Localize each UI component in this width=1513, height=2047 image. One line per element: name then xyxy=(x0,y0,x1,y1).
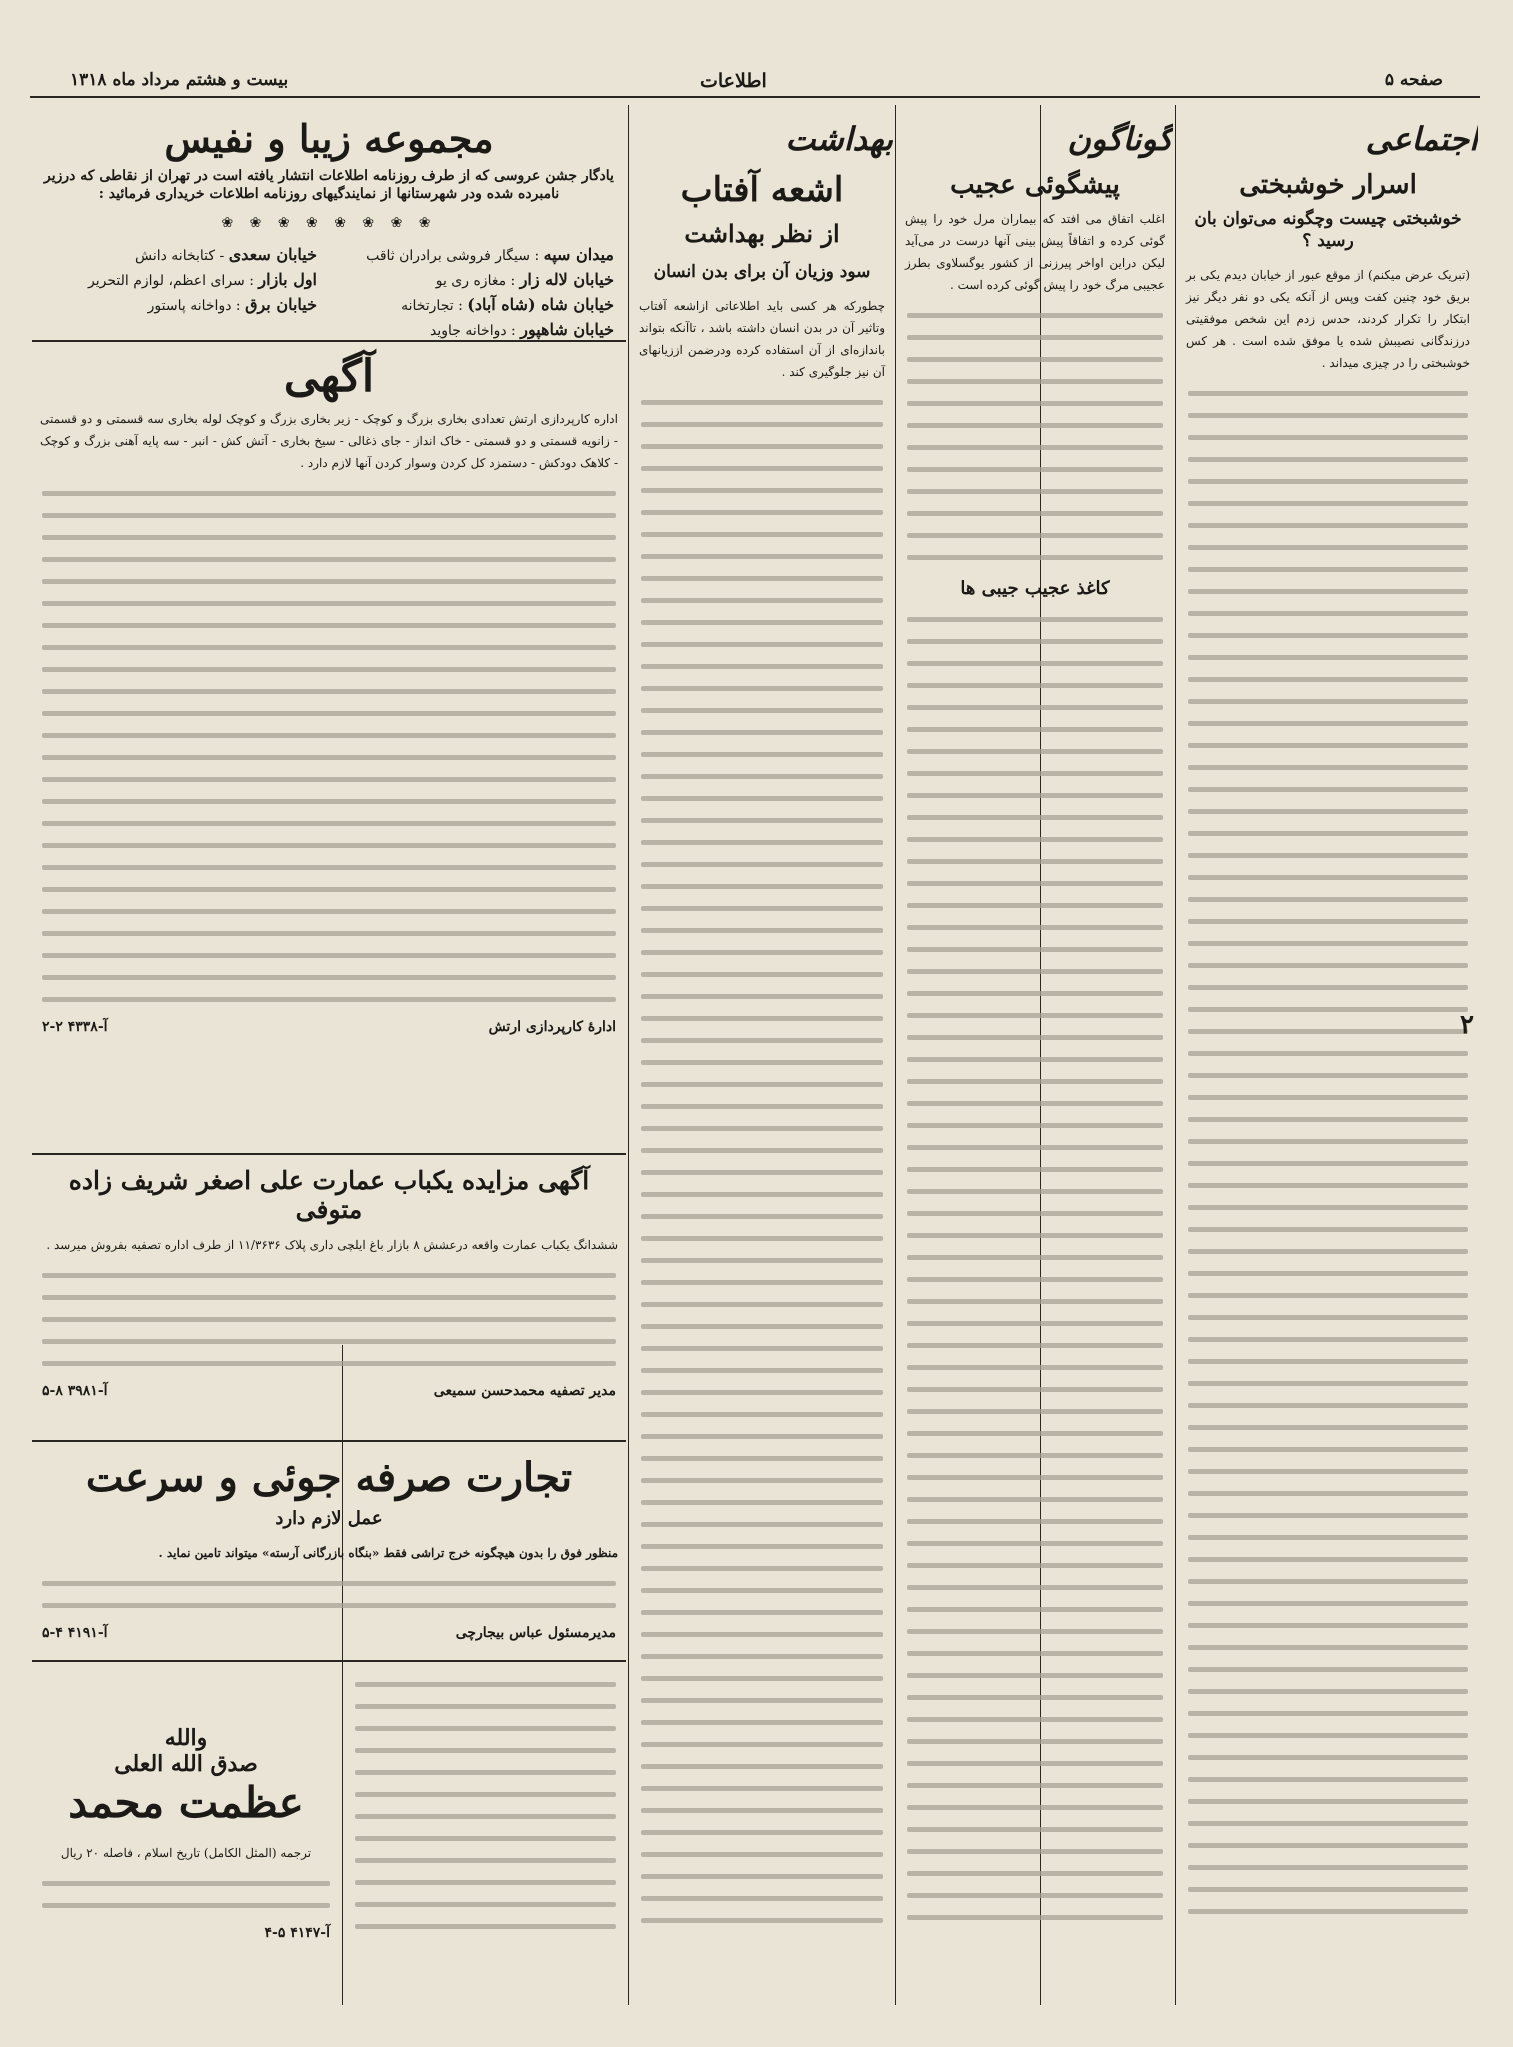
misc-body-lines-2 xyxy=(897,617,1173,1920)
social-body-lines xyxy=(1178,391,1478,1914)
calligraphy-line-1: والله xyxy=(164,1725,208,1751)
auction-signature: مدیر تصفیه محمدحسن سمیعی xyxy=(433,1383,616,1399)
auction-footer xyxy=(32,1383,626,1399)
health-subhead-1: از نظر بهداشت xyxy=(684,219,840,248)
quran-ref: آ-۴۱۴۷ ۵-۴ xyxy=(264,1925,330,1942)
column-rule xyxy=(895,105,896,2005)
auction-intro: ششدانگ یکباب عمارت واقعه درعشش ۸ بازار باغ ایلچی داری پلاک ۱۱/۳۶۳۶ از طرف اداره تصفیه بفروش میرسد . xyxy=(46,1238,618,1252)
health-continuation xyxy=(345,1665,626,2005)
notice-title: آگهی xyxy=(283,351,375,402)
auction-notice xyxy=(32,1158,626,1442)
trade-signature: مدیرمسئول عباس بیجارچی xyxy=(455,1625,616,1642)
notice-body-lines xyxy=(32,491,626,1002)
notice-ref: آ-۴۳۳۸ ۲-۲ xyxy=(42,1019,108,1035)
misc-headline: پیشگوئی عجیب xyxy=(950,170,1120,200)
trade-ref: آ-۴۱۹۱ ۴-۵ xyxy=(42,1625,108,1642)
calligraphy-line-2: صدق الله العلی xyxy=(114,1751,258,1778)
collection-title: مجموعه زیبا و نفیس xyxy=(164,116,494,161)
notice-footer xyxy=(32,1019,626,1035)
quran-body-lines xyxy=(32,1881,340,1908)
social-lead: (تبریک عرض میکنم) از موقع عبور از خیابان دیدم یکی بر بریق خود چنین کفت وپس از آنکه یکی دو نفر دیگر نیز ابتکار را تکرار کردند، حدس زدم این شخص موفقیتی درزندگانی نصیبش شده یا موفق شده است . هر کس خوشبختی را در چیزی میداند . xyxy=(1186,268,1470,371)
health-headline: اشعه آفتاب xyxy=(680,170,844,210)
social-subhead: خوشبختی چیست وچگونه می‌توان بان رسید ؟ xyxy=(1194,209,1462,252)
health-subhead-2: سود وزیان آن برای بدن انسان xyxy=(653,262,871,283)
column-rule xyxy=(628,105,629,2005)
calligraphy-line-3: عظمت محمد xyxy=(68,1777,304,1827)
location-item: خیابان شاهپور : دواخانه جاوید xyxy=(430,320,614,340)
army-notice xyxy=(32,345,626,1155)
column-rule xyxy=(342,1345,343,2005)
auction-title: آگهی مزایده یکباب عمارت علی اصغر شریف زاده متوفی xyxy=(68,1166,590,1224)
misc-subheading: کاغذ عجیب جیبی ها xyxy=(960,578,1110,599)
auction-ref: آ-۳۹۸۱ ۸-۵ xyxy=(42,1383,108,1399)
trade-title: تجارت صرفه جوئی و سرعت xyxy=(85,1454,573,1501)
column-health xyxy=(631,110,893,2010)
quran-caption: ترجمه (المثل الکامل) تاریخ اسلام ، فاصله ۲۰ ریال xyxy=(60,1846,312,1861)
misc-kicker: گوناگون xyxy=(1067,120,1173,158)
health-lead: چطورکه هر کسی باید اطلاعاتی ازاشعه آفتاب وتاثیر آن در بدن انسان داشته باشد ، تاآنکه بتواند باندازه‌ای از آن استفاده کرده ودرضمن اززیانهای آن نیز جلوگیری کند . xyxy=(639,299,885,380)
trade-body-lines xyxy=(32,1581,626,1608)
notice-intro: اداره کارپردازی ارتش تعدادی بخاری بزرگ و کوچک - زیر بخاری بزرگ و کوچک لوله بخاری سه قسمتی و دو قسمتی - زانویه قسمتی و دو قسمتی - خاک انداز - جای ذغالی - سیخ بخاری - آتش کش - انبر - سه پایه آهنی بزرگ و کوچک - کلاهک دودکش - دستمزد کل کردن وسوار کردن آنها لازم دارد . xyxy=(40,412,618,470)
column-misc xyxy=(897,110,1173,2010)
notice-signature: ادارهٔ کارپردازی ارتش xyxy=(488,1019,616,1035)
trade-ad xyxy=(32,1448,626,1662)
location-item: خیابان شاه (شاه آباد) : تجارتخانه xyxy=(401,295,614,315)
collection-locations xyxy=(32,237,626,342)
social-headline: اسرار خوشبختی xyxy=(1239,170,1417,200)
social-kicker: اجتماعی xyxy=(1365,120,1478,158)
continuation-body-lines xyxy=(345,1682,626,1929)
trade-footer xyxy=(32,1625,626,1641)
location-item: اول بازار : سرای اعظم، لوازم التحریر xyxy=(87,270,317,290)
auction-body-lines xyxy=(32,1273,626,1366)
quran-ad xyxy=(32,1665,340,2005)
header-rule xyxy=(30,96,1480,98)
misc-body-lines xyxy=(897,313,1173,560)
collection-intro: یادگار جشن عروسی که از طرف روزنامه اطلاعات انتشار یافته است در تهران از نقاطی که درزیر نامبرده شده ودر شهرستانها از نمایندگیهای روزنامه اطلاعات خریداری فرمائید : xyxy=(44,168,614,203)
trade-intro: منظور فوق را بدون هیچگونه خرج تراشی فقط «بنگاه بازرگانی آرسته» میتواند تامین نماید . xyxy=(158,1546,618,1561)
ornament-row: ❀ ❀ ❀ ❀ ❀ ❀ ❀ ❀ xyxy=(221,215,437,232)
misc-lead: اغلب اتفاق می افتد که بیماران مرل خود را پیش گوئی کرده و اتفاقاً پیش بینی آنها درست در می‌آید لیکن دراین اواخر پیرزنی از کشور یوگسلاوی بطرز عجیبی مرگ خود را پیش گوئی کرده است . xyxy=(905,212,1165,292)
calligraphy-block xyxy=(32,1725,340,1828)
margin-mark: ۲ xyxy=(1460,1010,1474,1040)
column-rule xyxy=(1175,105,1176,2005)
health-kicker: بهداشت xyxy=(785,120,893,158)
column-social xyxy=(1178,110,1478,2010)
trade-subtitle: عمل لازم دارد xyxy=(275,1508,383,1529)
location-item: میدان سپه : سیگار فروشی برادران ثاقب xyxy=(366,245,614,265)
location-item: خیابان سعدی - کتابخانه دانش xyxy=(134,245,317,265)
issue-date: بیست و هشتم مرداد ماه ۱۳۱۸ xyxy=(70,70,289,90)
page-number: صفحه ۵ xyxy=(1384,70,1443,90)
collection-ad xyxy=(32,110,626,342)
paper-name: اطلاعات xyxy=(700,70,767,92)
location-item: خیابان لاله زار : مغازه ری یو xyxy=(435,270,614,290)
location-item: خیابان برق : دواخانه پاستور xyxy=(147,295,317,315)
health-body-lines xyxy=(631,400,893,1923)
